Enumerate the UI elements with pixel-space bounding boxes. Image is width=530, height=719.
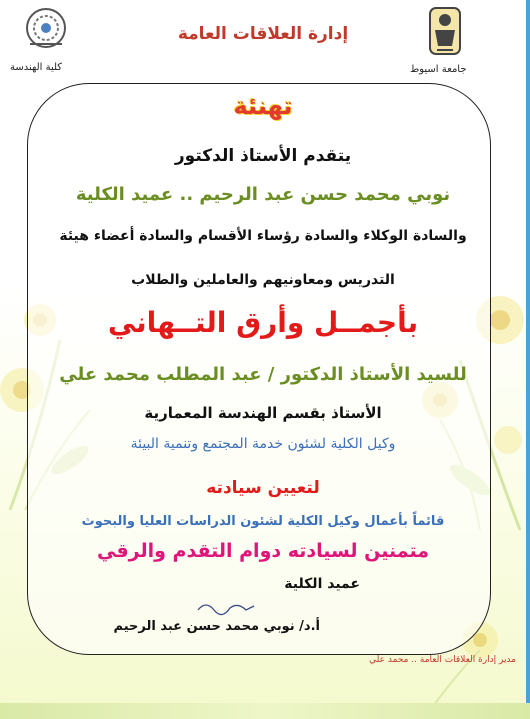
wishes-text: متمنين لسيادته دوام التقدم والرقي xyxy=(96,540,429,562)
vice-dean-text: وكيل الكلية لشئون خدمة المجتمع وتنمية البيئة xyxy=(130,436,396,452)
faculty-caption: كلية الهندسة xyxy=(10,62,63,73)
right-edge-bar xyxy=(526,0,530,719)
appointment-heading: لتعيين سيادته xyxy=(206,478,320,498)
signatory-name: أ.د/ نوبي محمد حسن عبد الرحيم xyxy=(113,619,320,634)
dean-name-text: نوبي محمد حسن عبد الرحيم .. عميد الكلية xyxy=(75,184,451,205)
congratulations-heading: تهنئة xyxy=(233,92,293,120)
staff-line-1: والسادة الوكلاء والسادة رؤساء الأقسام والسادة أعضاء هيئة xyxy=(59,228,467,244)
header xyxy=(0,0,526,80)
page-title: إدارة العلاقات العامة xyxy=(177,24,349,44)
dean-intro-text: يتقدم الأستاذ الدكتور xyxy=(174,146,352,166)
honoree-name-text: للسيد الأستاذ الدكتور / عبد المطلب محمد علي xyxy=(59,364,467,385)
assiut-university-emblem-icon xyxy=(428,6,462,56)
signature-icon xyxy=(196,598,256,616)
footer-director-text: مدير إدارة العلاقات العامة .. محمد علي xyxy=(369,655,516,665)
best-wishes-heading: بأجمــل وأرق التــهاني xyxy=(107,306,419,339)
acting-position-text: قائماً بأعمال وكيل الكلية لشئون الدراسات العليا والبحوث xyxy=(81,514,445,529)
staff-line-2: التدريس ومعاونيهم والعاملين والطلاب xyxy=(131,272,395,288)
college-dean-label: عميد الكلية xyxy=(284,576,360,592)
bottom-strip xyxy=(0,703,530,719)
university-caption: جامعة اسيوط xyxy=(410,64,467,75)
professor-title-text: الأستاذ بقسم الهندسة المعمارية xyxy=(144,404,382,422)
